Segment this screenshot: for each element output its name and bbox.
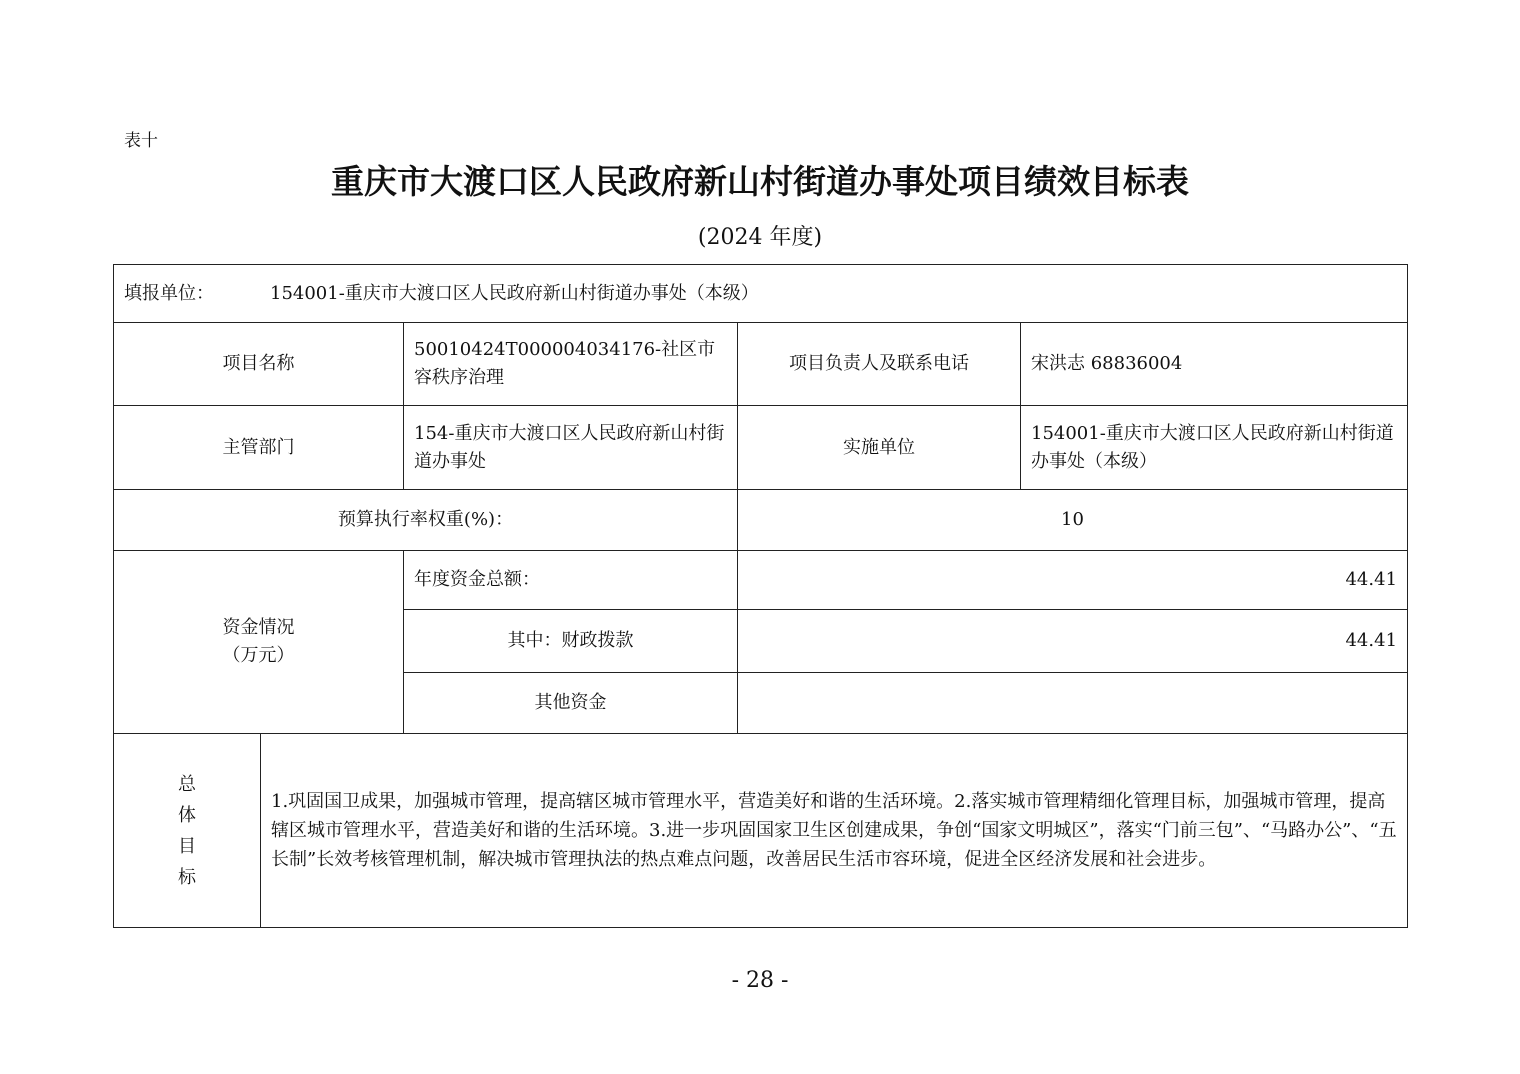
budget-weight-row — [114, 490, 1408, 551]
goal-label-char: 体 — [178, 804, 196, 826]
funds-label-cell — [114, 551, 404, 734]
department-row — [114, 406, 1408, 490]
impl-unit-value: 154001-重庆市大渡口区人民政府新山村街道办事处（本级） — [1021, 406, 1408, 490]
project-contact-label: 项目负责人及联系电话 — [738, 323, 1021, 406]
filler-cell — [114, 265, 1408, 323]
page-number: - 28 - — [731, 968, 789, 993]
dept-value: 154-重庆市大渡口区人民政府新山村街道办事处 — [404, 406, 738, 490]
project-contact-value: 宋洪志 68836004 — [1021, 323, 1408, 406]
project-row — [114, 323, 1408, 406]
goal-label-char: 目 — [178, 835, 196, 857]
funds-label: 资金情况 — [222, 617, 295, 638]
goal-row — [114, 734, 1408, 928]
project-name-label: 项目名称 — [114, 323, 404, 406]
funds-unit: （万元） — [222, 645, 295, 666]
document-title: 重庆市大渡口区人民政府新山村街道办事处项目绩效目标表 — [331, 162, 1189, 201]
filler-row — [114, 265, 1408, 323]
goal-label-char: 总 — [178, 773, 196, 795]
funds-other-label: 其他资金 — [404, 673, 738, 734]
impl-unit-label: 实施单位 — [738, 406, 1021, 490]
goal-text: 1.巩固国卫成果，加强城市管理，提高辖区城市管理水平，营造美好和谐的生活环境。2.落实城市管理精细化管理目标，加强城市管理，提高辖区城市管理水平，营造美好和谐的生活环境。3.进一步巩固国家卫生区创建成果，争创“国家文明城区”，落实“门前三包”、“马路办公”、“五长制”长效考核管理机制，解决城市管理执法的热点难点问题，改善居民生活市容环境，促进全区经济发展和社会进步。 — [261, 734, 1408, 928]
funds-fiscal-label: 其中：财政拨款 — [404, 610, 738, 673]
budget-weight-label: 预算执行率权重(%)： — [114, 490, 738, 551]
dept-label: 主管部门 — [114, 406, 404, 490]
funds-total-value: 44.41 — [738, 551, 1408, 610]
document-year: (2024 年度) — [697, 225, 823, 250]
goal-label-char: 标 — [178, 866, 196, 888]
budget-weight-value: 10 — [738, 490, 1408, 551]
filler-label: 填报单位： — [124, 282, 214, 304]
funds-other-value — [738, 673, 1408, 734]
funds-total-label: 年度资金总额： — [404, 551, 738, 610]
table-number-label: 表十 — [124, 131, 158, 151]
filler-value: 154001-重庆市大渡口区人民政府新山村街道办事处（本级） — [270, 282, 759, 304]
performance-table — [113, 264, 1408, 928]
funds-total-row — [114, 551, 1408, 610]
project-name-value: 50010424T000004034176-社区市容秩序治理 — [404, 323, 738, 406]
goal-label — [114, 734, 261, 928]
funds-fiscal-value: 44.41 — [738, 610, 1408, 673]
